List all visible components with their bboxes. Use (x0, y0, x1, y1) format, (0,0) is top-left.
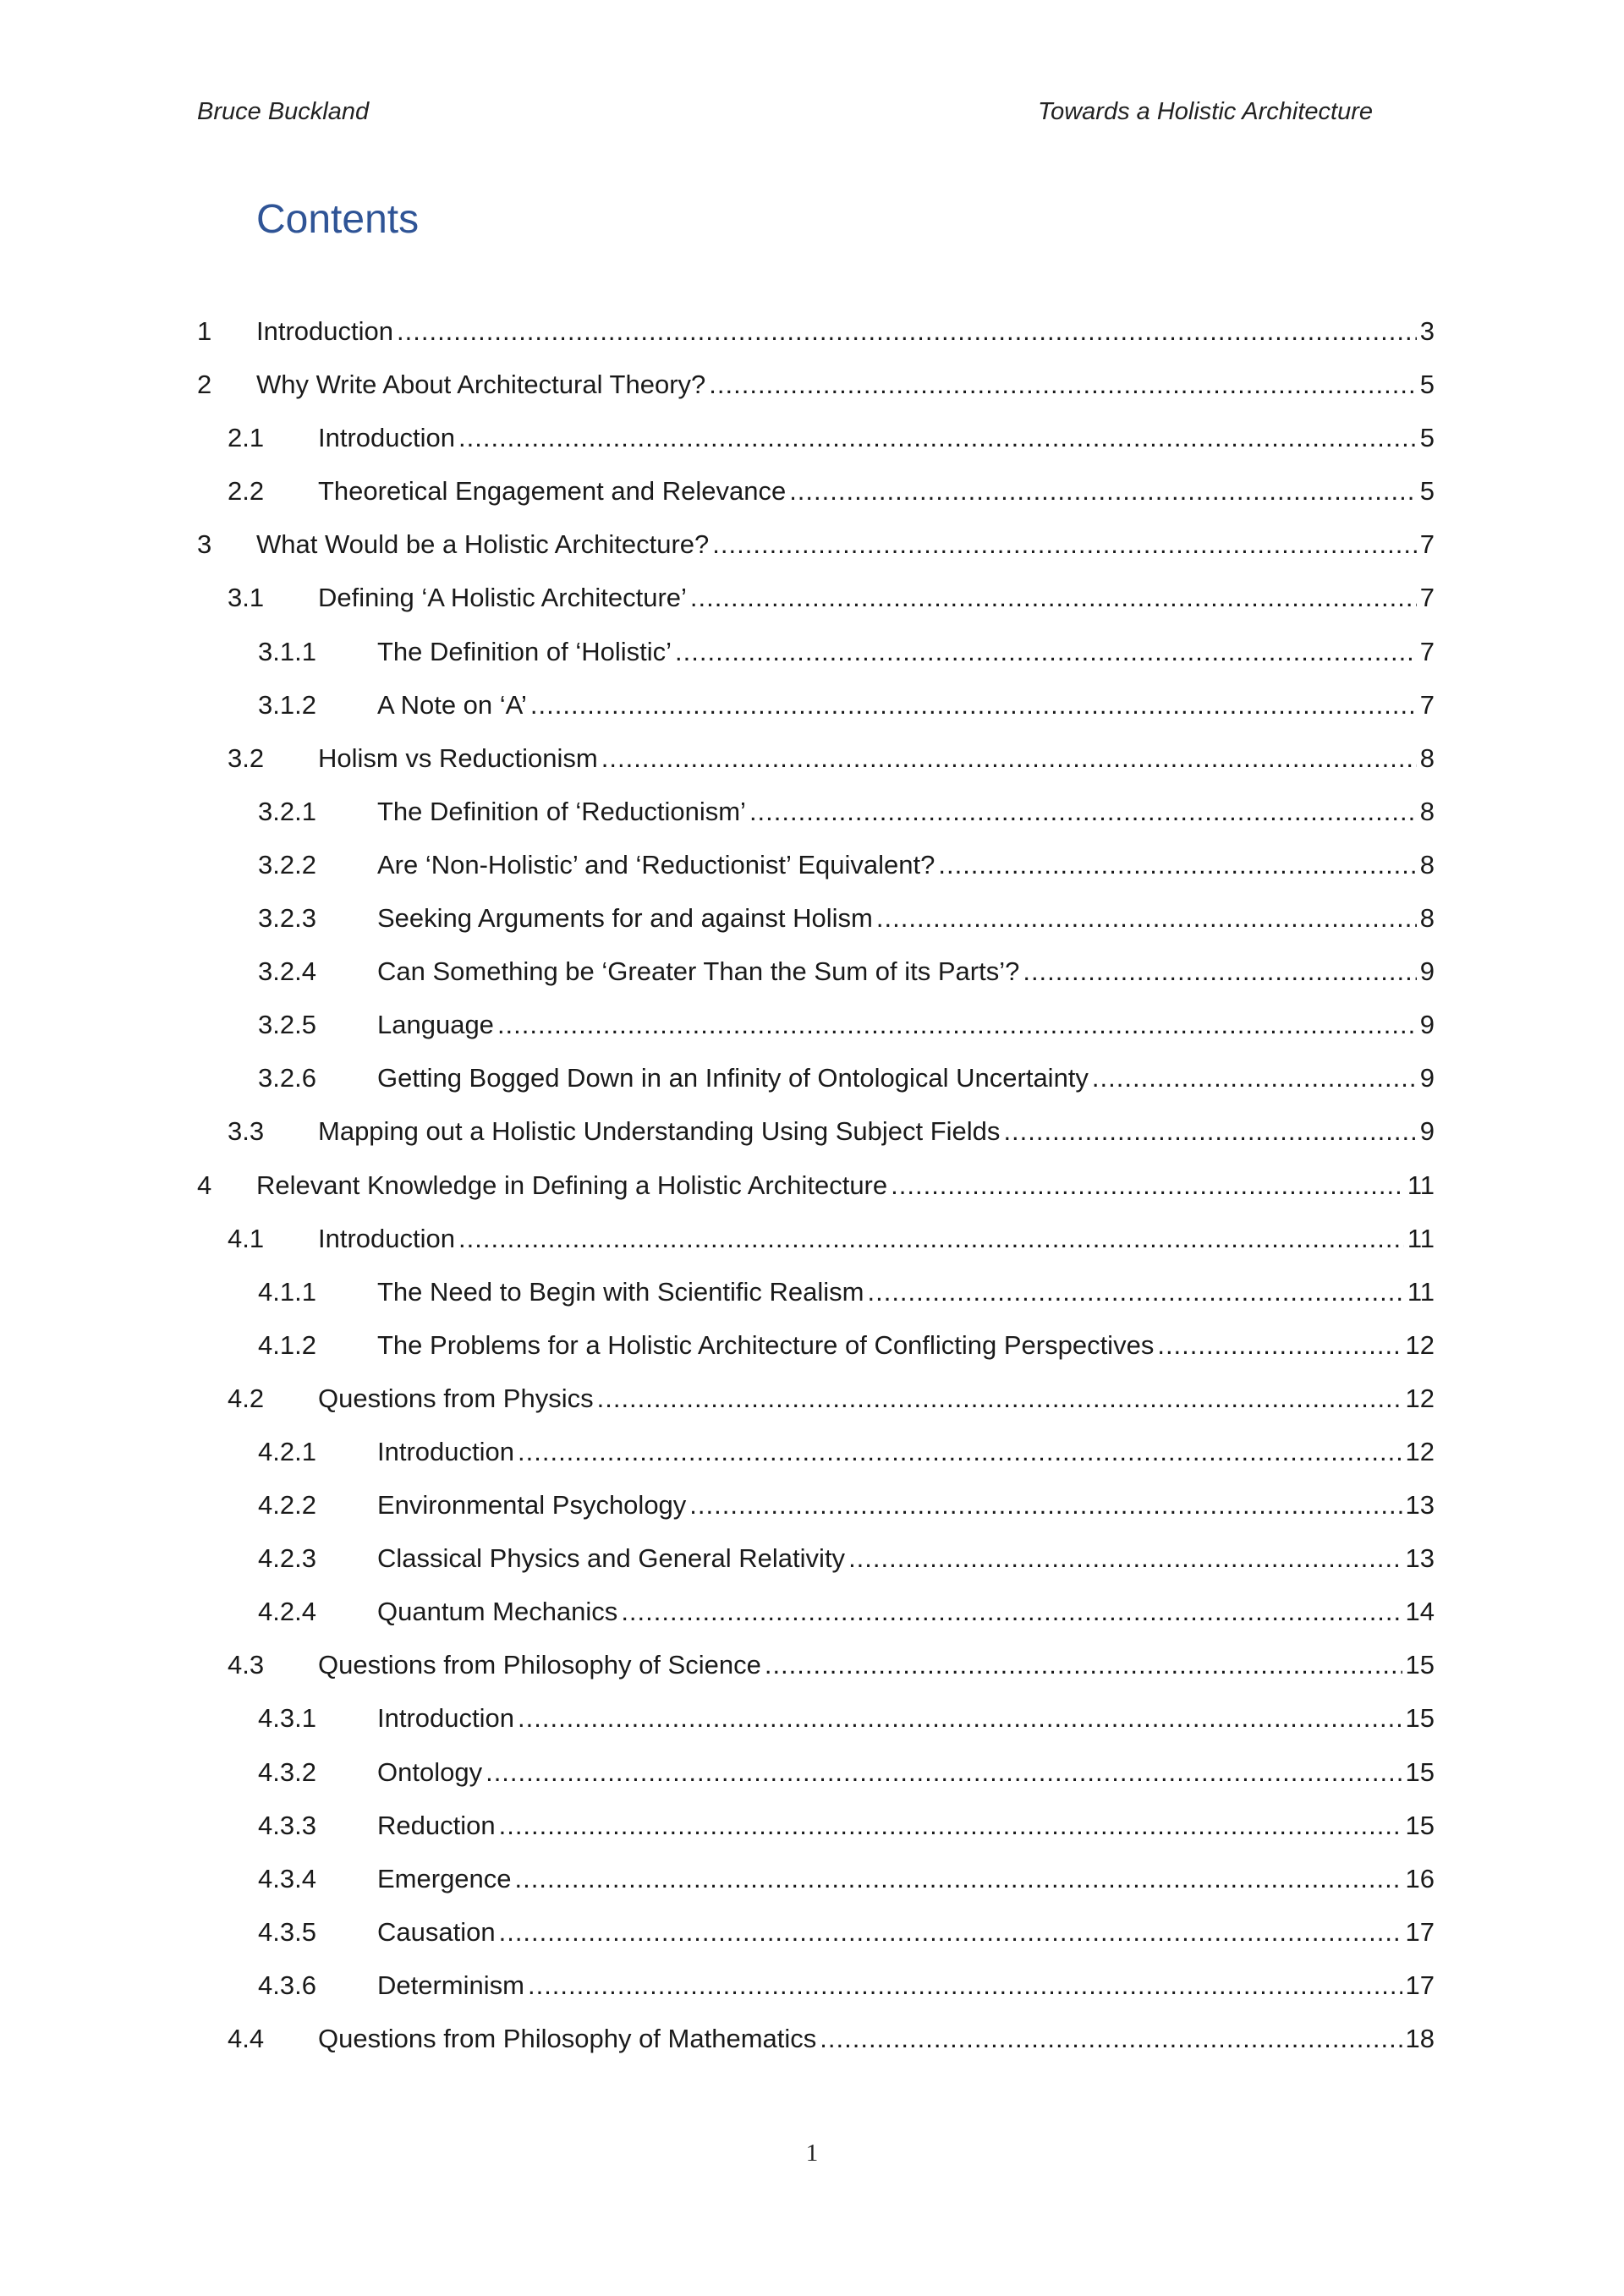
toc-entry-number: 3.2.6 (258, 1063, 316, 1093)
toc-entry-number: 4.2.3 (258, 1543, 316, 1574)
toc-entry-page[interactable]: 15 (1402, 1756, 1435, 1789)
toc-dot-leader (938, 848, 1416, 882)
toc-entry-page[interactable]: 15 (1402, 1701, 1435, 1735)
toc-entry-number: 4.3.3 (258, 1810, 316, 1840)
toc-entry-number: 3.3 (228, 1116, 265, 1147)
toc-dot-leader (1003, 1115, 1416, 1148)
toc-entry[interactable] (197, 1275, 1435, 1329)
toc-entry-page[interactable]: 7 (1417, 528, 1435, 562)
toc-dot-leader (689, 1488, 1402, 1522)
toc-dot-leader (709, 368, 1416, 402)
toc-entry-page[interactable]: 13 (1402, 1488, 1435, 1522)
toc-dot-leader (749, 795, 1417, 829)
toc-entry[interactable] (197, 1008, 1435, 1061)
toc-entry-number: 3.2.5 (258, 1010, 316, 1040)
page-header (197, 98, 1373, 132)
toc-dot-leader (528, 1969, 1402, 2003)
toc-entry-number: 4.1 (228, 1223, 265, 1253)
toc-entry[interactable] (197, 901, 1435, 955)
toc-entry-title[interactable]: The Definition of ‘Holistic’ (377, 635, 675, 669)
toc-dot-leader (518, 1701, 1402, 1735)
toc-dot-leader (499, 1809, 1402, 1843)
toc-entry-number: 4.3.4 (258, 1863, 316, 1893)
toc-entry[interactable] (197, 368, 1435, 421)
toc-entry-page[interactable]: 18 (1402, 2022, 1435, 2056)
toc-entry-page[interactable]: 8 (1417, 848, 1435, 882)
toc-entry-page[interactable]: 12 (1402, 1329, 1435, 1362)
toc-entry-title[interactable]: Introduction (318, 1222, 458, 1256)
toc-entry[interactable] (197, 1061, 1435, 1115)
toc-entry-number: 4.1.1 (258, 1276, 316, 1307)
toc-entry[interactable] (197, 581, 1435, 634)
toc-entry[interactable] (197, 1435, 1435, 1488)
toc-entry-title[interactable]: Getting Bogged Down in an Infinity of Ontological Uncertainty (377, 1061, 1092, 1095)
toc-entry[interactable] (197, 1382, 1435, 1435)
toc-entry-title[interactable]: Emergence (377, 1862, 515, 1896)
toc-entry[interactable] (197, 1969, 1435, 2022)
toc-entry-page[interactable]: 9 (1417, 955, 1435, 989)
toc-entry-title[interactable]: Why Write About Architectural Theory? (256, 368, 709, 402)
table-of-contents (197, 315, 1435, 2075)
header-author: Bruce Buckland (197, 98, 370, 125)
toc-dot-leader (789, 474, 1417, 508)
toc-entry-number: 2.1 (228, 423, 265, 453)
toc-entry-number: 2.2 (228, 476, 265, 507)
toc-entry-page[interactable]: 3 (1417, 315, 1435, 348)
toc-entry-number: 3.1 (228, 583, 265, 613)
toc-dot-leader (867, 1275, 1403, 1309)
toc-dot-leader (820, 2022, 1402, 2056)
toc-entry[interactable] (197, 1756, 1435, 1809)
toc-entry-title[interactable]: Classical Physics and General Relativity (377, 1542, 848, 1575)
toc-entry-page[interactable]: 8 (1417, 742, 1435, 775)
toc-entry-title[interactable]: Determinism (377, 1969, 528, 2003)
contents-heading: Contents (256, 197, 420, 242)
toc-dot-leader (690, 581, 1417, 615)
toc-entry[interactable] (197, 1169, 1435, 1222)
toc-dot-leader (458, 1222, 1404, 1256)
toc-entry-title[interactable]: Reduction (377, 1809, 499, 1843)
toc-dot-leader (621, 1595, 1402, 1629)
toc-entry-page[interactable]: 5 (1417, 474, 1435, 508)
toc-entry-number: 1 (197, 316, 212, 346)
toc-dot-leader (1023, 955, 1416, 989)
toc-dot-leader (601, 742, 1417, 775)
toc-entry-page[interactable]: 15 (1402, 1648, 1435, 1682)
toc-dot-leader (765, 1648, 1402, 1682)
toc-entry[interactable] (197, 848, 1435, 901)
toc-dot-leader (1092, 1061, 1417, 1095)
toc-entry-title[interactable]: Are ‘Non-Holistic’ and ‘Reductionist’ Equivalent? (377, 848, 938, 882)
toc-entry-title[interactable]: Introduction (318, 421, 458, 455)
toc-entry-title[interactable]: Introduction (377, 1701, 518, 1735)
toc-entry-number: 2 (197, 370, 212, 400)
toc-entry[interactable] (197, 742, 1435, 795)
toc-entry-page[interactable]: 11 (1404, 1169, 1435, 1203)
toc-entry-number: 4.2.4 (258, 1597, 316, 1627)
toc-entry-page[interactable]: 7 (1417, 581, 1435, 615)
toc-entry[interactable] (197, 1595, 1435, 1648)
toc-entry-number: 4.4 (228, 2024, 265, 2053)
toc-entry-page[interactable]: 14 (1402, 1595, 1435, 1629)
toc-entry-page[interactable]: 5 (1417, 368, 1435, 402)
toc-entry-number: 4.3 (228, 1650, 265, 1680)
toc-entry-page[interactable]: 16 (1402, 1862, 1435, 1896)
toc-entry[interactable] (197, 315, 1435, 368)
toc-entry-title[interactable]: Mapping out a Holistic Understanding Using Subject Fields (318, 1115, 1003, 1148)
toc-entry-number: 4.2 (228, 1383, 265, 1413)
toc-dot-leader (397, 315, 1417, 348)
toc-entry-title[interactable]: Quantum Mechanics (377, 1595, 621, 1629)
toc-entry-title[interactable]: Seeking Arguments for and against Holism (377, 901, 876, 935)
toc-entry-title[interactable]: Theoretical Engagement and Relevance (318, 474, 789, 508)
toc-entry-page[interactable]: 11 (1404, 1275, 1435, 1309)
toc-entry-page[interactable]: 5 (1417, 421, 1435, 455)
toc-dot-leader (675, 635, 1417, 669)
toc-entry-number: 4.3.6 (258, 1970, 316, 2000)
toc-entry-title[interactable]: Questions from Physics (318, 1382, 597, 1416)
toc-entry-number: 3 (197, 529, 212, 560)
toc-entry-title[interactable]: Introduction (377, 1435, 518, 1469)
toc-entry-number: 3.2.1 (258, 796, 316, 826)
toc-dot-leader (848, 1542, 1402, 1575)
toc-entry-number: 4.1.2 (258, 1329, 316, 1360)
toc-entry-title[interactable]: Ontology (377, 1756, 486, 1789)
toc-entry-page[interactable]: 12 (1402, 1435, 1435, 1469)
toc-entry-title[interactable]: A Note on ‘A’ (377, 688, 530, 722)
toc-entry-page[interactable]: 13 (1402, 1542, 1435, 1575)
toc-dot-leader (499, 1915, 1402, 1949)
toc-entry[interactable] (197, 528, 1435, 581)
toc-entry-page[interactable]: 9 (1417, 1115, 1435, 1148)
toc-dot-leader (515, 1862, 1402, 1896)
toc-entry[interactable] (197, 635, 1435, 688)
toc-entry[interactable] (197, 421, 1435, 474)
toc-entry-number: 3.2 (228, 743, 265, 773)
toc-dot-leader (518, 1435, 1402, 1469)
toc-entry-title[interactable]: Introduction (256, 315, 397, 348)
toc-entry[interactable] (197, 1648, 1435, 1701)
toc-entry[interactable] (197, 1701, 1435, 1755)
toc-entry-page[interactable]: 11 (1404, 1222, 1435, 1256)
toc-entry-page[interactable]: 8 (1417, 795, 1435, 829)
toc-entry-page[interactable]: 7 (1417, 635, 1435, 669)
toc-entry-number: 4.3.1 (258, 1703, 316, 1734)
toc-entry[interactable] (197, 1222, 1435, 1275)
toc-dot-leader (712, 528, 1416, 562)
page-number: 1 (805, 2140, 819, 2167)
toc-entry-page[interactable]: 9 (1417, 1008, 1435, 1042)
toc-entry-page[interactable]: 8 (1417, 901, 1435, 935)
toc-entry-title[interactable]: Questions from Philosophy of Science (318, 1648, 765, 1682)
toc-entry-title[interactable]: Can Something be ‘Greater Than the Sum of its Parts’? (377, 955, 1023, 989)
toc-entry-page[interactable]: 17 (1402, 1915, 1435, 1949)
toc-entry-number: 3.1.1 (258, 636, 316, 666)
toc-entry[interactable] (197, 1915, 1435, 1969)
toc-entry-number: 3.2.3 (258, 903, 316, 934)
toc-entry-number: 4 (197, 1170, 212, 1200)
toc-dot-leader (497, 1008, 1417, 1042)
toc-entry[interactable] (197, 795, 1435, 848)
toc-entry-title[interactable]: Relevant Knowledge in Defining a Holistic Architecture (256, 1169, 891, 1203)
toc-entry[interactable] (197, 1862, 1435, 1915)
toc-entry[interactable] (197, 474, 1435, 528)
toc-entry-title[interactable]: Holism vs Reductionism (318, 742, 601, 775)
toc-entry-title[interactable]: What Would be a Holistic Architecture? (256, 528, 712, 562)
toc-entry-title[interactable]: Environmental Psychology (377, 1488, 689, 1522)
toc-entry-page[interactable]: 17 (1402, 1969, 1435, 2003)
toc-entry[interactable] (197, 688, 1435, 742)
toc-dot-leader (891, 1169, 1404, 1203)
toc-entry[interactable] (197, 955, 1435, 1008)
toc-dot-leader (486, 1756, 1402, 1789)
toc-dot-leader (1157, 1329, 1402, 1362)
toc-dot-leader (458, 421, 1417, 455)
toc-entry[interactable] (197, 1488, 1435, 1542)
toc-dot-leader (530, 688, 1417, 722)
toc-entry-number: 3.2.2 (258, 849, 316, 879)
toc-dot-leader (597, 1382, 1402, 1416)
toc-entry-number: 4.3.2 (258, 1756, 316, 1787)
toc-entry[interactable] (197, 1809, 1435, 1862)
toc-entry-title[interactable]: Questions from Philosophy of Mathematics (318, 2022, 820, 2056)
toc-entry-title[interactable]: Causation (377, 1915, 499, 1949)
toc-entry-title[interactable]: Defining ‘A Holistic Architecture’ (318, 581, 690, 615)
toc-entry-number: 4.2.1 (258, 1436, 316, 1466)
toc-entry-title[interactable]: The Definition of ‘Reductionism’ (377, 795, 749, 829)
toc-entry[interactable] (197, 2022, 1435, 2075)
toc-entry[interactable] (197, 1115, 1435, 1168)
toc-entry-title[interactable]: Language (377, 1008, 497, 1042)
toc-dot-leader (876, 901, 1417, 935)
toc-entry-page[interactable]: 15 (1402, 1809, 1435, 1843)
toc-entry-number: 4.2.2 (258, 1490, 316, 1521)
toc-entry[interactable] (197, 1542, 1435, 1595)
toc-entry[interactable] (197, 1329, 1435, 1382)
header-document-title: Towards a Holistic Architecture (1038, 98, 1373, 125)
toc-entry-number: 3.2.4 (258, 956, 316, 987)
toc-entry-title[interactable]: The Need to Begin with Scientific Realism (377, 1275, 867, 1309)
toc-entry-page[interactable]: 9 (1417, 1061, 1435, 1095)
toc-entry-title[interactable]: The Problems for a Holistic Architecture of Conflicting Perspectives (377, 1329, 1157, 1362)
toc-entry-number: 3.1.2 (258, 689, 316, 720)
toc-entry-page[interactable]: 7 (1417, 688, 1435, 722)
toc-entry-number: 4.3.5 (258, 1916, 316, 1947)
toc-entry-page[interactable]: 12 (1402, 1382, 1435, 1416)
